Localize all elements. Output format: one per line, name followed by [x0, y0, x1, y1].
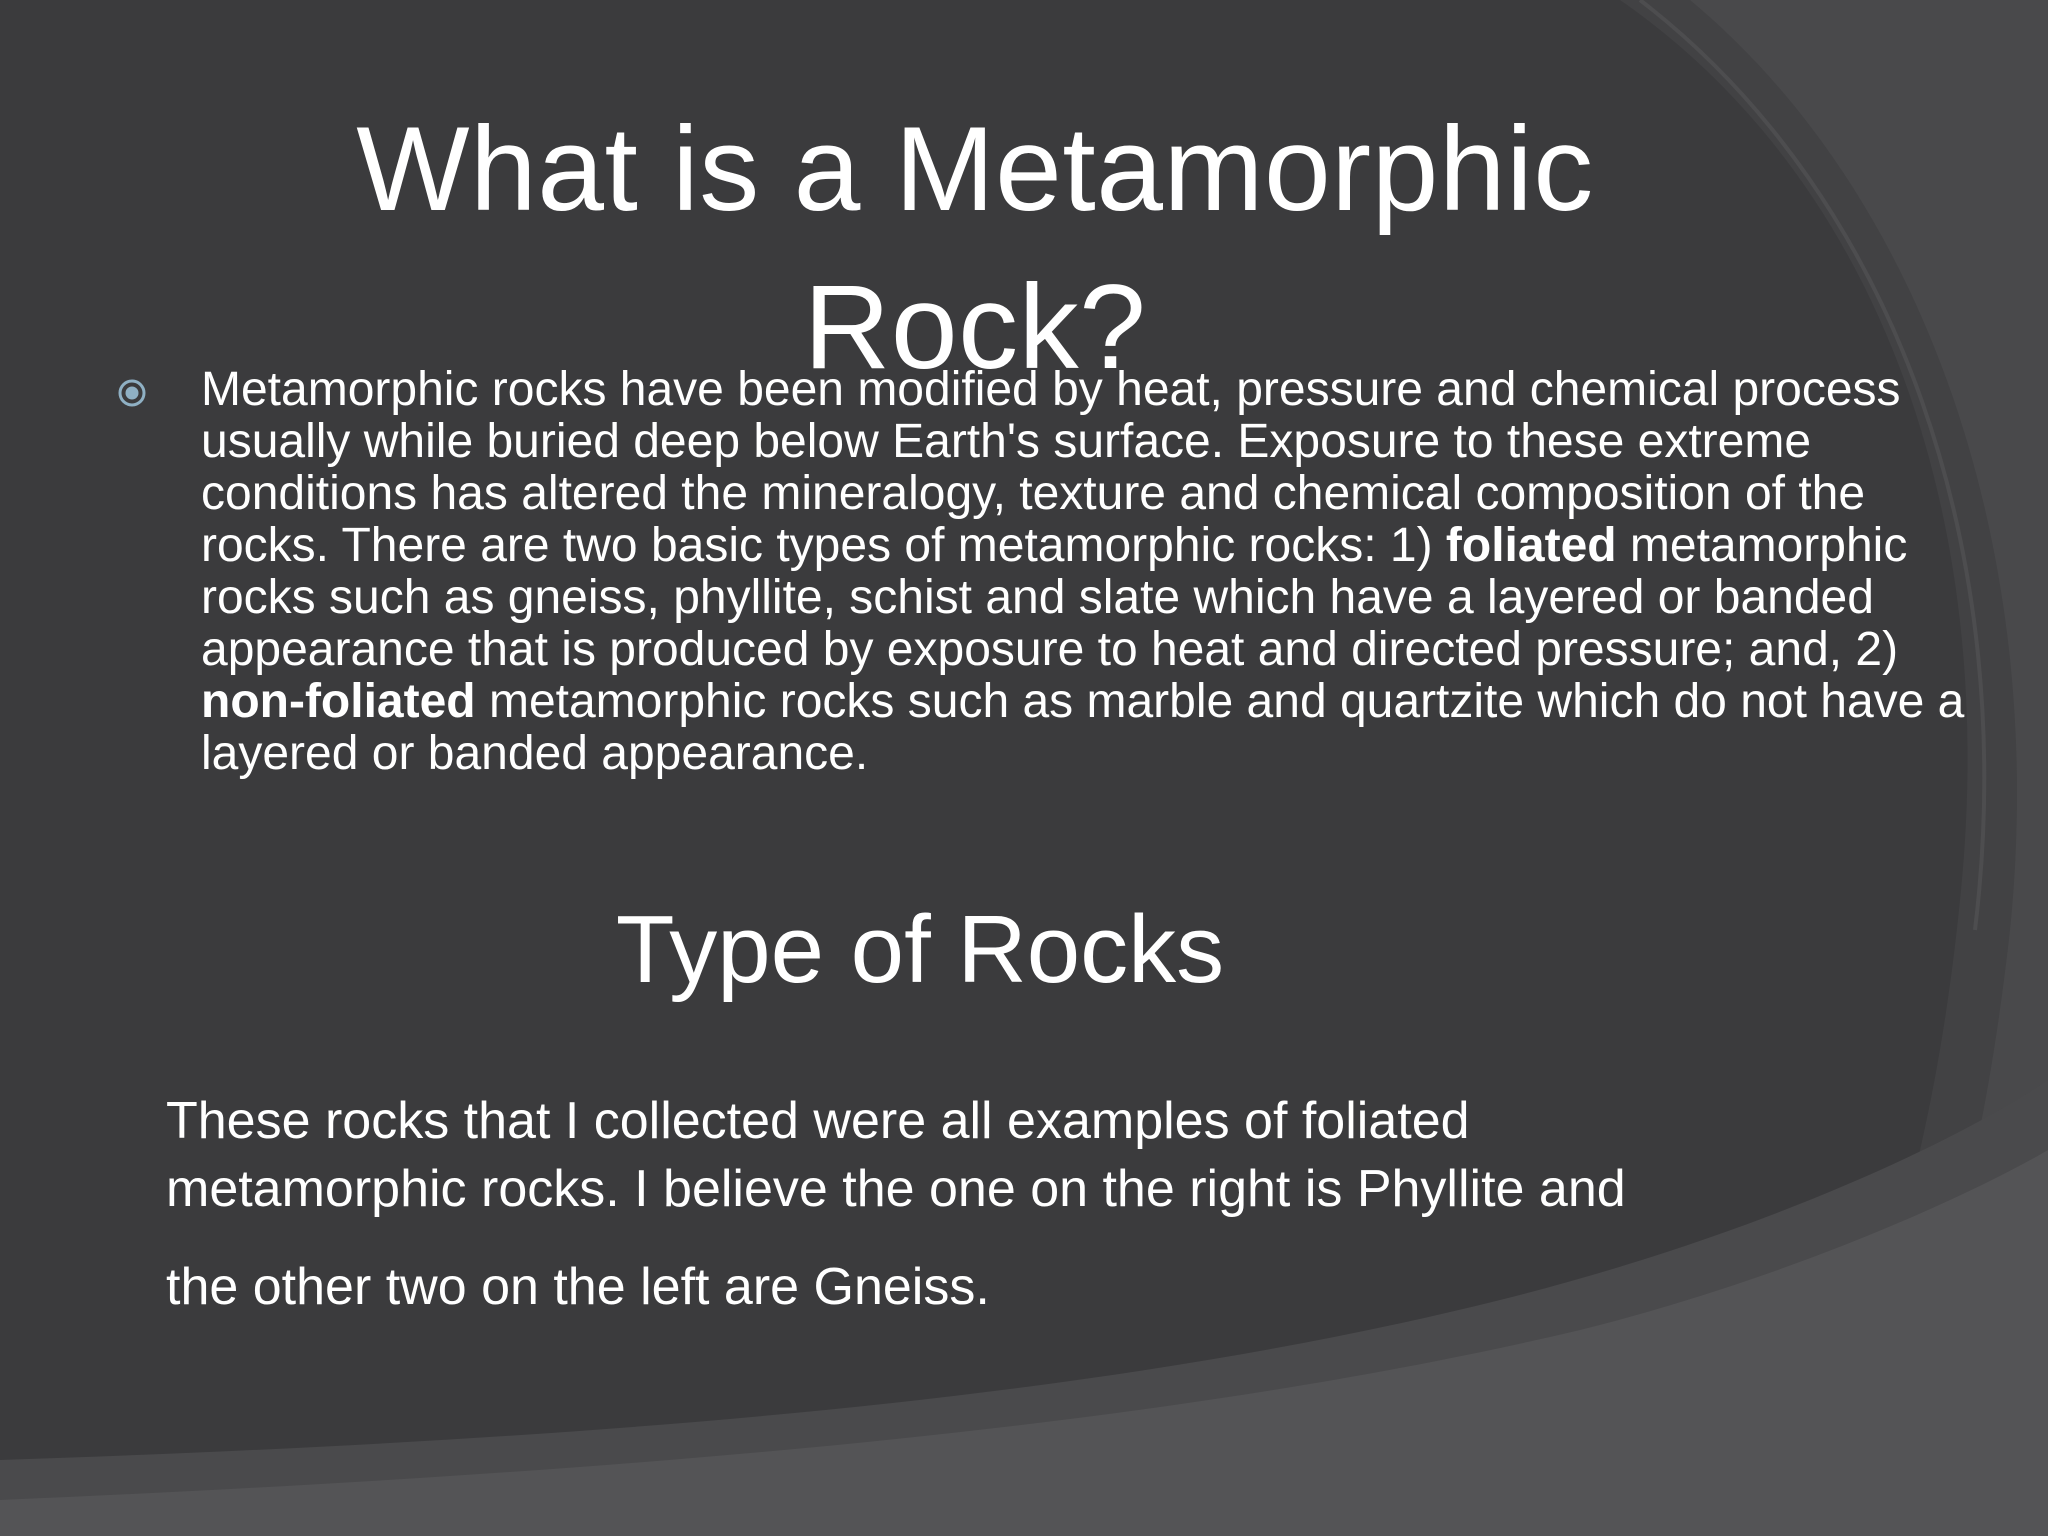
term-foliated: foliated	[1445, 519, 1617, 572]
paragraph-text-1: Metamorphic rocks have been modified by heat, pressure and chemical process usually while buried deep below Earth's surface. Exposure to these extreme conditions has altered the mineralogy, texture and chemical composition of the rocks. There are two basic types of metamorphic rocks: 1)	[201, 363, 1901, 572]
paragraph-text-3: metamorphic rocks such as marble and quartzite which do not have a layered or banded appearance.	[201, 675, 1965, 780]
section-subtitle: Type of Rocks	[615, 896, 1225, 1003]
term-non-foliated: non-foliated	[201, 675, 476, 728]
paragraph-text-2: metamorphic rocks such as gneiss, phyllite, schist and slate which have a layered or banded appearance that is produced by exposure to heat and directed pressure; and, 2)	[201, 519, 1908, 676]
definition-paragraph	[201, 364, 1981, 780]
circle-bullet-icon	[117, 378, 147, 408]
note-line-3: the other two on the left are Gneiss.	[166, 1258, 990, 1316]
note-line-1: These rocks that I collected were all examples of foliated	[166, 1092, 1470, 1150]
note-line-2: metamorphic rocks. I believe the one on the right is Phyllite and	[166, 1160, 1626, 1218]
slide-title: What is a Metamorphic Rock?	[356, 102, 1594, 394]
